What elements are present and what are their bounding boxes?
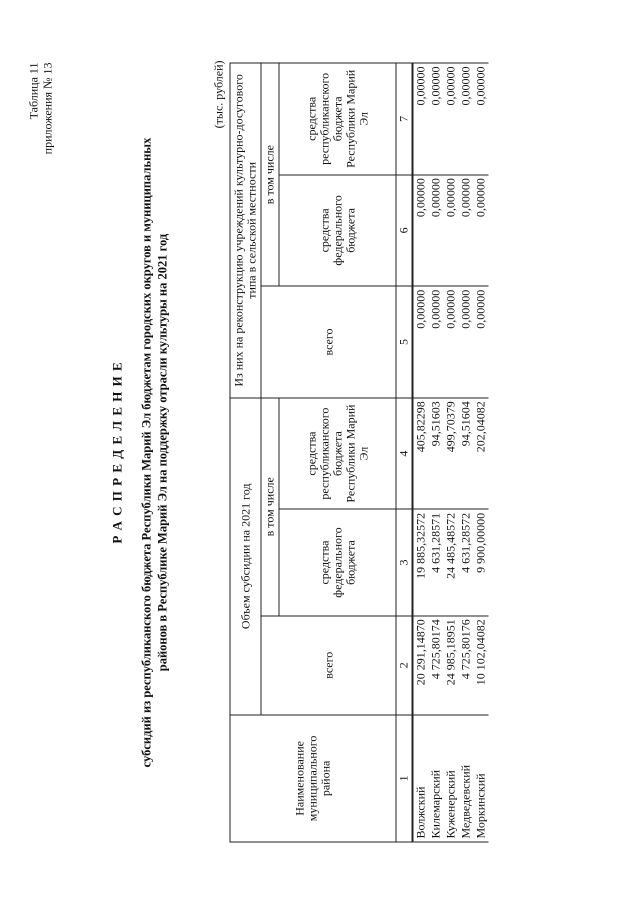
municipality-name: Куженерский [444,715,459,842]
subsidy-table [230,63,489,843]
appendix-number: приложения № 13 [40,62,55,155]
column-number: 6 [396,175,413,287]
cell-republic: 94,51604 [459,398,474,510]
header-recon-republic: средства республиканского бюджета Республики Марий Эл [279,63,396,175]
column-number: 2 [396,616,413,715]
cell-total: 4 725,80176 [459,616,474,715]
cell-total: 20 291,14870 [413,616,429,715]
cell-recon-total: 0,00000 [444,286,459,398]
cell-republic: 405,82298 [413,398,429,510]
cell-recon-federal: 0,00000 [444,175,459,287]
cell-republic: 499,70379 [444,398,459,510]
cell-federal: 4 631,28572 [459,509,474,615]
municipality-name: Медведевский [459,715,474,842]
column-number: 7 [396,63,413,175]
cell-recon-federal: 0,00000 [459,175,474,287]
cell-federal: 19 885,32572 [413,509,429,615]
header-recon-total: всего [261,286,396,398]
cell-recon-republic: 0,00000 [429,63,444,175]
cell-recon-republic: 0,00000 [444,63,459,175]
rotated-content [22,53,607,853]
document-subtitle-line1: субсидий из республиканского бюджета Республики Марий Эл бюджетам городских округов и муниципальных [139,137,154,768]
cell-federal: 9 900,00000 [474,509,489,615]
municipality-name: Моркинский [474,715,489,842]
header-recon-including: в том числе [261,63,279,286]
header-volume: Объем субсидии на 2021 год [230,398,261,715]
table-row [444,63,459,842]
table-row [459,63,474,842]
cell-recon-federal: 0,00000 [474,175,489,287]
table-row [429,63,444,842]
header-volume-federal: средства федерального бюджета [279,509,396,615]
header-volume-republic: средства республиканского бюджета Республики Марий Эл [279,398,396,510]
header-volume-including: в том числе [261,398,279,616]
cell-republic: 202,04082 [474,398,489,510]
column-number: 5 [396,286,413,398]
table-row [413,63,429,842]
cell-recon-total: 0,00000 [474,286,489,398]
header-recon-federal: средства федерального бюджета [279,175,396,287]
municipality-name: Килемарский [429,715,444,842]
cell-total: 24 985,18951 [444,616,459,715]
table-number: Таблица 11 [26,62,41,120]
cell-recon-republic: 0,00000 [459,63,474,175]
document-subtitle-line2: районов в Республике Марий Эл на поддержку отрасли культуры на 2021 год [155,233,170,672]
cell-republic: 94,51603 [429,398,444,510]
cell-recon-federal: 0,00000 [413,175,429,287]
column-number: 1 [396,715,413,842]
document-title: Р А С П Р Е Д Е Л Е Н И Е [109,361,125,544]
cell-recon-republic: 0,00000 [474,63,489,175]
cell-total: 10 102,04082 [474,616,489,715]
cell-recon-total: 0,00000 [459,286,474,398]
column-number: 4 [396,398,413,510]
table-row [474,63,489,842]
cell-recon-total: 0,00000 [429,286,444,398]
cell-recon-total: 0,00000 [413,286,429,398]
cell-federal: 4 631,28571 [429,509,444,615]
header-reconstruction: Из них на реконструкцию учреждений культурно-досугового типа в сельской местности [230,63,261,398]
cell-federal: 24 485,48572 [444,509,459,615]
cell-total: 4 725,80174 [429,616,444,715]
municipality-name: Волжский [413,715,429,842]
cell-recon-republic: 0,00000 [413,63,429,175]
column-number: 3 [396,509,413,615]
header-volume-total: всего [261,616,396,715]
cell-recon-federal: 0,00000 [429,175,444,287]
header-municipality: Наименование муниципального района [230,715,396,842]
units-label: (тыс. рублей) [211,60,226,129]
